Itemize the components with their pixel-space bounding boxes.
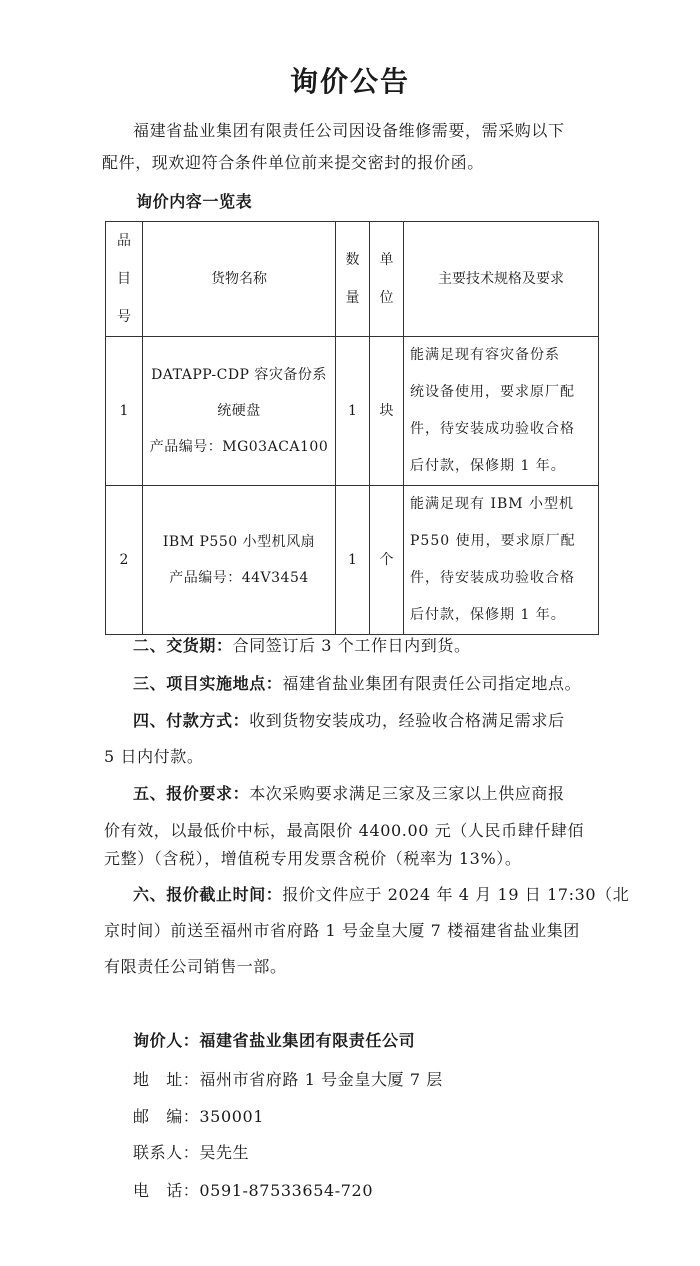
contact-postcode-value: 350001 [199, 1107, 265, 1126]
spec-line: 能满足现有 IBM 小型机 [410, 496, 575, 512]
row-spec [404, 337, 599, 486]
row-goods-name [143, 337, 336, 486]
contact-inquirer [133, 1025, 415, 1057]
row-spec [404, 486, 599, 635]
goods-name-line: IBM P550 小型机风扇 [162, 534, 316, 550]
section-deadline [133, 879, 629, 911]
section-location-label: 三、项目实施地点： [133, 674, 283, 693]
section-location-text: 福建省盐业集团有限责任公司指定地点。 [282, 674, 582, 693]
section-payment-text-2: 5 日内付款。 [104, 747, 204, 766]
section-delivery-text: 合同签订后 3 个工作日内到货。 [232, 636, 471, 655]
page-title: 询价公告 [289, 65, 410, 98]
goods-name-line: 产品编号：MG03ACA100 [149, 439, 329, 455]
table-row [106, 486, 599, 635]
section-quote-text-3: 元整）（含税），增值税专用发票含税价（税率为 13%）。 [104, 849, 522, 868]
row-item-no: 2 [106, 486, 143, 635]
header-goods-name: 货物名称 [143, 222, 336, 337]
section-deadline-text-1: 报价文件应于 2024 年 4 月 19 日 17:30（北 [282, 885, 630, 904]
section-location [133, 668, 581, 700]
spec-line: 后付款，保修期 1 年。 [410, 607, 566, 623]
spec-line: 统设备使用，要求原厂配 [410, 384, 575, 400]
section-quote [133, 778, 565, 810]
contact-person-label: 联系人： [133, 1143, 200, 1162]
section-delivery-label: 二、交货期： [133, 636, 233, 655]
row-quantity: 1 [336, 486, 370, 635]
inquiry-table [105, 221, 599, 635]
spec-line: P550 使用，要求原厂配 [410, 533, 576, 549]
contact-person-value: 吴先生 [199, 1143, 250, 1162]
row-quantity: 1 [336, 337, 370, 486]
section-deadline-text-2: 京时间）前送至福州市省府路 1 号金皇大厦 7 楼福建省盐业集团 [104, 921, 580, 940]
row-unit: 个 [370, 486, 404, 635]
contact-address-label: 地 址： [133, 1070, 200, 1089]
header-quantity-char: 量 [345, 290, 360, 306]
header-unit [370, 222, 404, 337]
header-unit-char: 位 [379, 290, 394, 306]
header-item-no-char: 号 [117, 309, 131, 325]
spec-line: 件，待安装成功验收合格 [410, 570, 575, 586]
table-row [106, 337, 599, 486]
contact-postcode [133, 1101, 264, 1133]
row-item-no: 1 [106, 337, 143, 486]
header-spec: 主要技术规格及要求 [404, 222, 599, 337]
contact-person [133, 1137, 249, 1169]
section-deadline-label: 六、报价截止时间： [133, 885, 283, 904]
header-quantity-char: 数 [345, 252, 360, 268]
contact-phone-value: 0591-87533654-720 [199, 1181, 374, 1200]
contact-inquirer-label: 询价人： [133, 1031, 200, 1050]
section-payment [133, 705, 565, 737]
contact-inquirer-value: 福建省盐业集团有限责任公司 [199, 1031, 416, 1050]
section-delivery [133, 630, 471, 662]
table-header-row [106, 222, 599, 337]
intro-line-2: 配件，现欢迎符合条件单位前来提交密封的报价函。 [102, 153, 484, 172]
goods-name-line: 统硬盘 [217, 403, 261, 419]
section-quote-label: 五、报价要求： [133, 784, 250, 803]
header-unit-char: 单 [379, 252, 394, 268]
goods-name-line: DATAPP-CDP 容灾备份系 [151, 367, 327, 383]
contact-phone-label: 电 话： [133, 1181, 200, 1200]
header-item-no [106, 222, 143, 337]
intro-line-1: 福建省盐业集团有限责任公司因设备维修需要，需采购以下 [133, 121, 565, 140]
contact-address-value: 福州市省府路 1 号金皇大厦 7 层 [199, 1070, 443, 1089]
section-quote-text-1: 本次采购要求满足三家及三家以上供应商报 [249, 784, 565, 803]
spec-line: 后付款，保修期 1 年。 [410, 458, 566, 474]
spec-line: 件，待安装成功验收合格 [410, 421, 575, 437]
header-item-no-char: 目 [117, 271, 131, 287]
row-unit: 块 [370, 337, 404, 486]
section-quote-text-2: 价有效，以最低价中标，最高限价 4400.00 元（人民币肆仟肆佰 [104, 821, 585, 840]
section-deadline-text-3: 有限责任公司销售一部。 [104, 957, 287, 976]
row-goods-name [143, 486, 336, 635]
header-item-no-char: 品 [117, 233, 131, 249]
spec-line: 能满足现有容灾备份系 [410, 347, 560, 363]
contact-postcode-label: 邮 编： [133, 1107, 200, 1126]
header-quantity [336, 222, 370, 337]
section-payment-label: 四、付款方式： [133, 711, 250, 730]
section-payment-text-1: 收到货物安装成功，经验收合格满足需求后 [249, 711, 565, 730]
contact-phone [133, 1175, 373, 1207]
table-caption: 询价内容一览表 [136, 192, 253, 211]
contact-address [133, 1064, 443, 1096]
goods-name-line: 产品编号：44V3454 [169, 570, 309, 586]
